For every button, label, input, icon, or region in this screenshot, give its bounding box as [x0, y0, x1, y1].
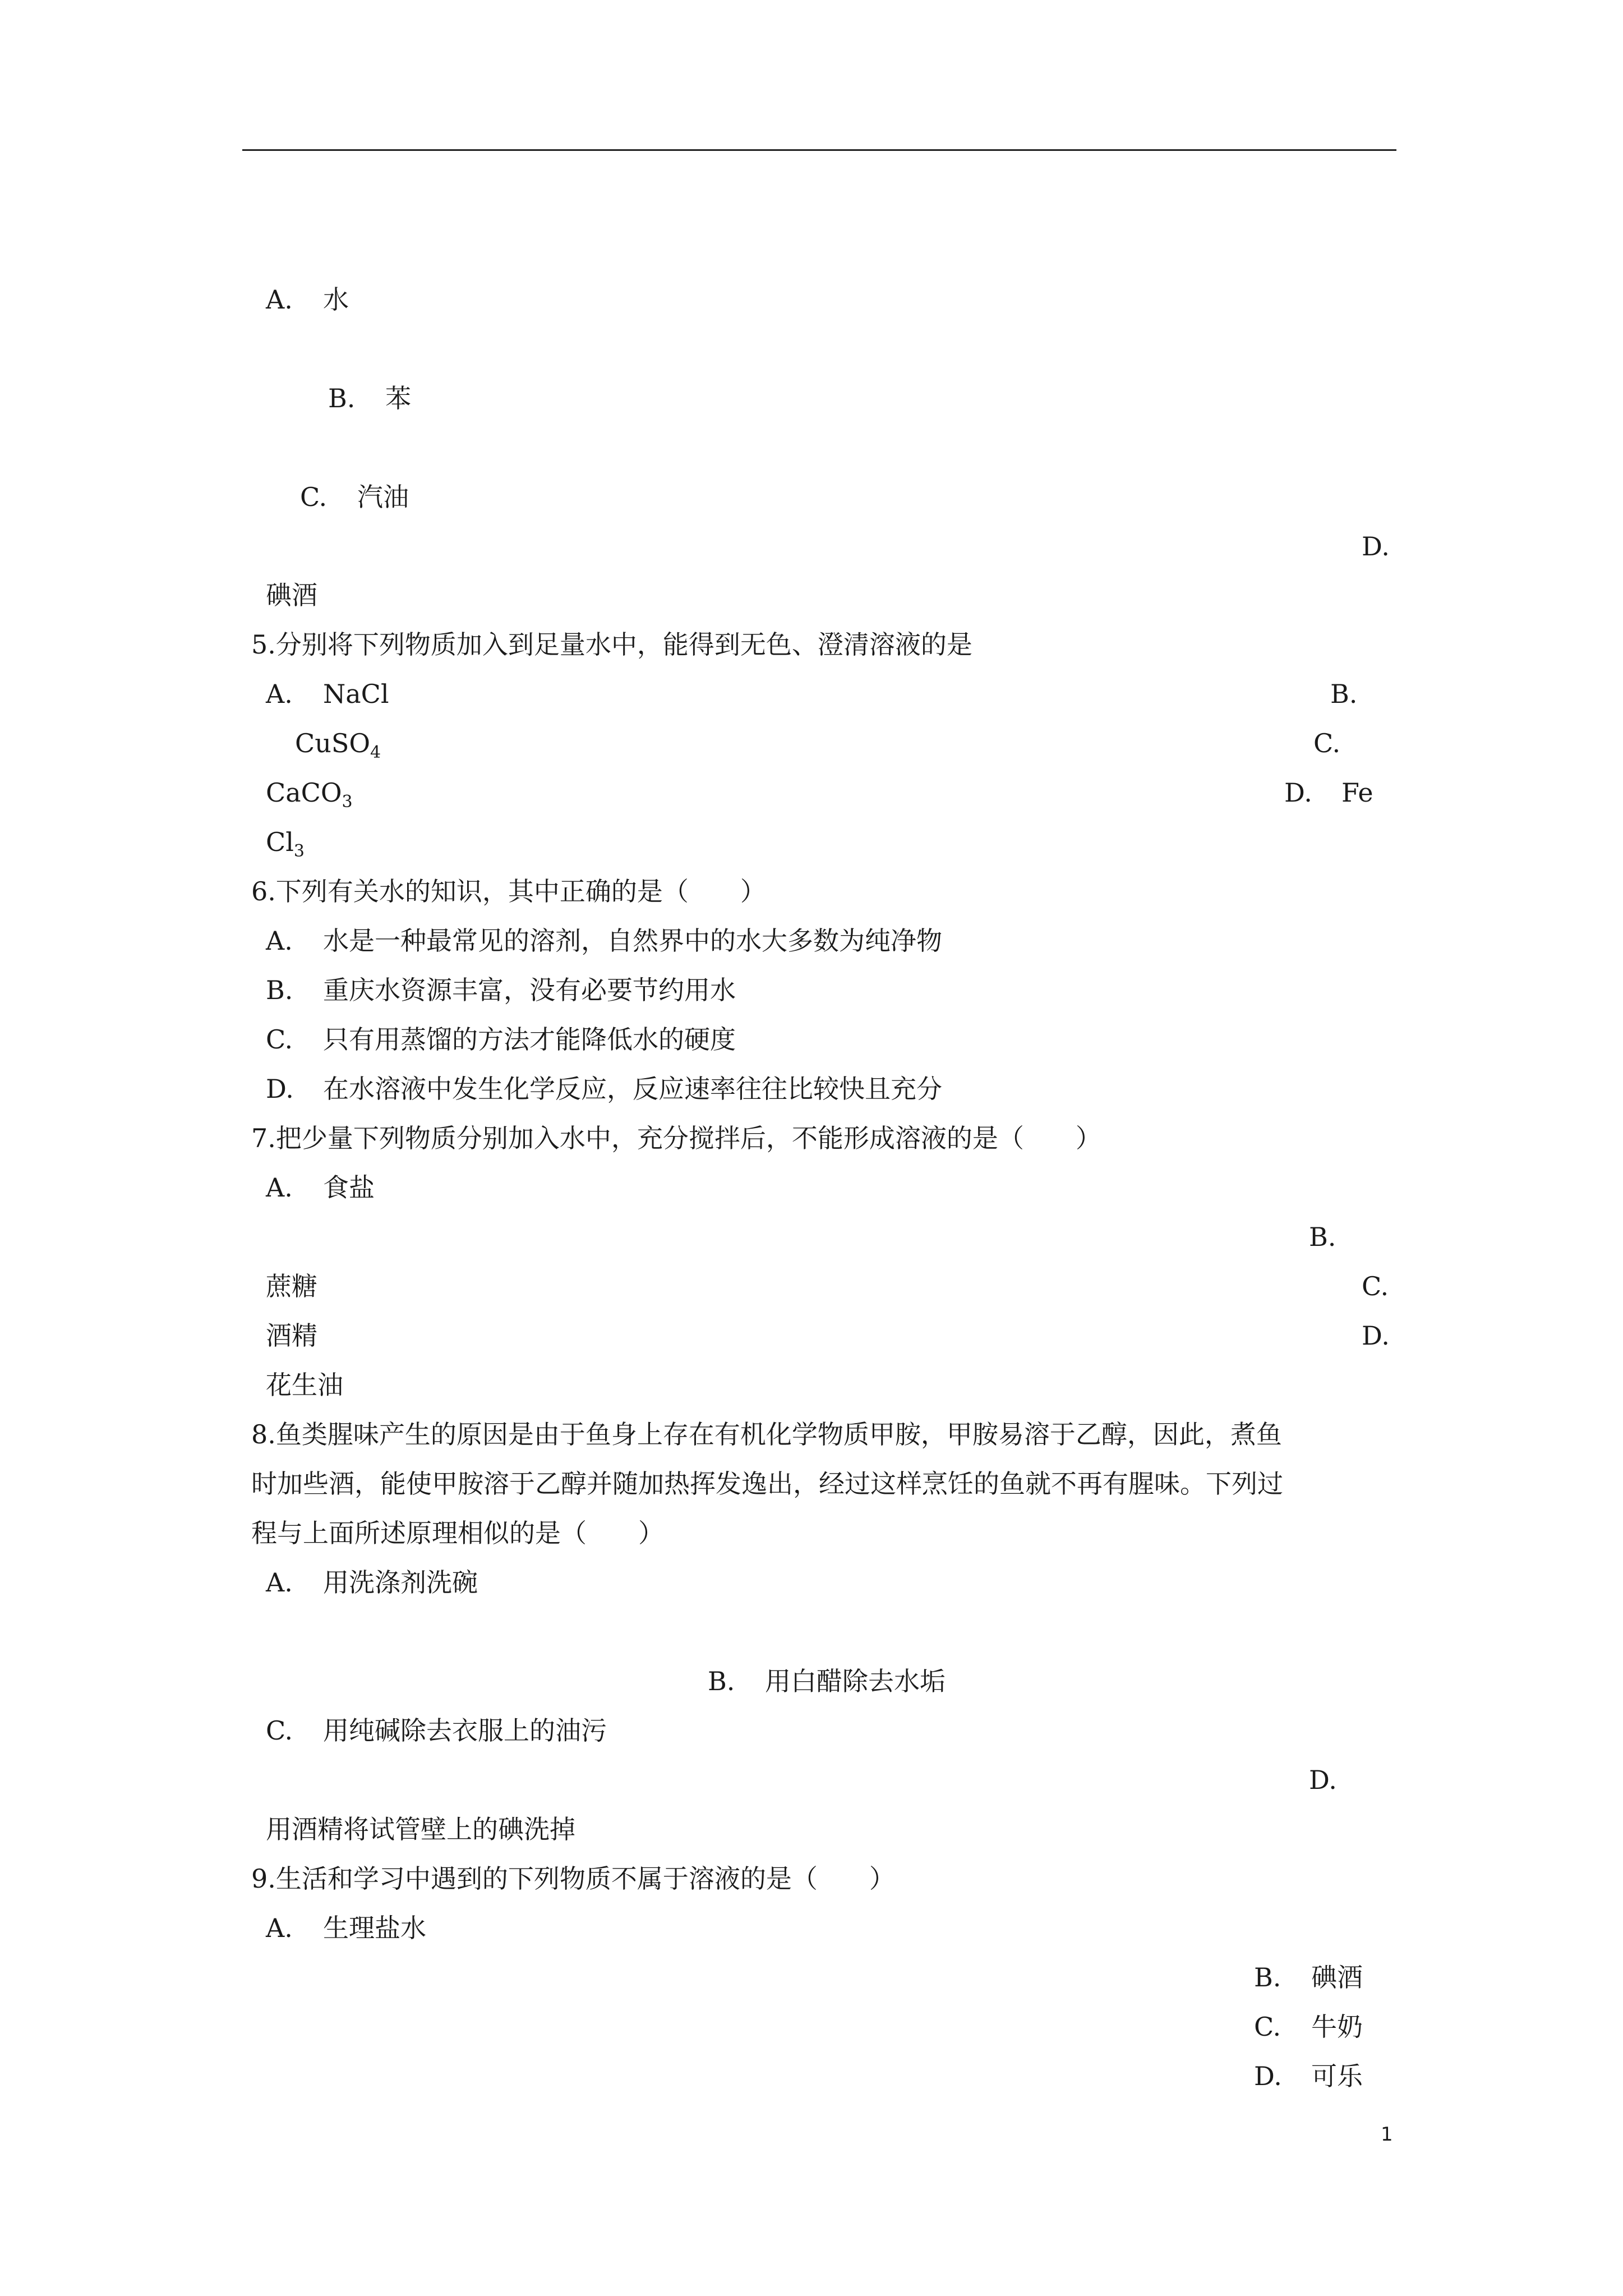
header-rule: [242, 149, 1396, 151]
q5-option-a: [266, 677, 389, 711]
q8-option-a-text: 用洗涤剂洗碗: [323, 1567, 478, 1598]
q4-option-c-text: 汽油: [357, 482, 409, 512]
q5-option-d-text-line1: Fe: [1341, 777, 1373, 808]
q8-option-b-text: 用白醋除去水垢: [765, 1666, 946, 1696]
q8-option-c: [266, 1714, 607, 1747]
q6-option-a: [266, 924, 942, 958]
q9-option-d: [1254, 2059, 1363, 2093]
q8-stem-line-1: 8.鱼类腥味产生的原因是由于鱼身上存在有机化学物质甲胺，甲胺易溶于乙醇，因此，煮鱼: [251, 1419, 1282, 1450]
q5-option-b-formula: CuSO: [295, 728, 371, 758]
q7-option-a: [266, 1171, 375, 1204]
q9-option-b-text: 碘酒: [1311, 1962, 1363, 1993]
q5-option-d-label: D.: [1284, 777, 1312, 808]
q6-option-b-text: 重庆水资源丰富，没有必要节约用水: [323, 975, 736, 1005]
q4-option-c-label: C.: [300, 482, 328, 512]
q4-option-b-text: 苯: [385, 383, 411, 413]
q6-option-a-text: 水是一种最常见的溶剂，自然界中的水大多数为纯净物: [323, 926, 942, 956]
q4-option-d-text: 碘酒: [266, 580, 317, 610]
q7-option-c-label: C.: [1362, 1271, 1389, 1301]
q8-option-b: [708, 1664, 946, 1698]
q6-option-c: [266, 1023, 736, 1056]
q6-option-a-label: A.: [266, 926, 293, 956]
q9-option-a-text: 生理盐水: [323, 1913, 426, 1943]
q7-option-c-text: 酒精: [266, 1320, 317, 1351]
q6-option-c-label: C.: [266, 1024, 293, 1055]
q4-option-b-label: B.: [328, 383, 356, 413]
q8-stem-line-2: 时加些酒，能使甲胺溶于乙醇并随加热挥发逸出，经过这样烹饪的鱼就不再有腥味。下列过: [251, 1469, 1283, 1499]
q7-option-d-text: 花生油: [266, 1370, 343, 1400]
q9-stem: 9.生活和学习中遇到的下列物质不属于溶液的是（ ）: [251, 1864, 895, 1894]
q6-option-d-text: 在水溶液中发生化学反应，反应速率往往比较快且充分: [323, 1074, 942, 1104]
q7-option-b-text: 蔗糖: [266, 1271, 317, 1301]
q5-option-c-formula: CaCO: [266, 777, 342, 808]
q9-option-a-label: A.: [266, 1913, 293, 1943]
q9-option-d-text: 可乐: [1311, 2061, 1363, 2091]
q6-option-b-label: B.: [266, 975, 293, 1005]
q9-option-b: [1254, 1961, 1363, 1994]
q5-option-c-label: C.: [1313, 728, 1341, 758]
q4-option-a: [266, 283, 349, 316]
q5-option-d-text-line2: [266, 825, 305, 868]
page-number: 1: [1381, 2123, 1393, 2146]
q4-option-d-label: D.: [1362, 531, 1390, 562]
q5-option-b-label: B.: [1330, 679, 1358, 709]
q9-option-c-label: C.: [1254, 2012, 1281, 2042]
q7-option-d-label: D.: [1362, 1320, 1390, 1351]
q8-option-a-label: A.: [266, 1567, 293, 1598]
q5-option-d-subscript: 3: [293, 841, 305, 861]
q9-option-b-label: B.: [1254, 1962, 1281, 1993]
q7-option-a-label: A.: [266, 1172, 293, 1203]
q7-option-b-label: B.: [1309, 1222, 1336, 1252]
q5-option-b-subscript: 4: [370, 743, 381, 762]
q5-stem: 5.分别将下列物质加入到足量水中，能得到无色、澄清溶液的是: [251, 629, 972, 660]
q5-option-a-label: A.: [266, 679, 293, 709]
q5-option-a-text: NaCl: [323, 679, 389, 709]
q9-option-c: [1254, 2010, 1363, 2044]
q5-option-b-text: [295, 726, 381, 770]
q8-option-a: [266, 1566, 478, 1599]
q8-option-c-text: 用纯碱除去衣服上的油污: [323, 1715, 607, 1746]
q6-stem: 6.下列有关水的知识，其中正确的是（ ）: [251, 876, 766, 907]
q6-option-d-label: D.: [266, 1074, 294, 1104]
q5-option-c-subscript: 3: [342, 792, 353, 812]
q6-option-c-text: 只有用蒸馏的方法才能降低水的硬度: [323, 1024, 736, 1055]
q6-option-d: [266, 1072, 942, 1106]
q4-option-a-text: 水: [323, 284, 349, 315]
q8-option-d-label: D.: [1309, 1765, 1337, 1795]
q8-option-b-label: B.: [708, 1666, 735, 1696]
q9-option-a: [266, 1911, 426, 1945]
q9-option-c-text: 牛奶: [1311, 2012, 1363, 2042]
q4-option-c: [300, 480, 409, 514]
q4-option-a-label: A.: [266, 284, 293, 315]
q5-option-d-formula: Cl: [266, 827, 294, 857]
q7-stem: 7.把少量下列物质分别加入水中，充分搅拌后，不能形成溶液的是（ ）: [251, 1123, 1101, 1153]
q5-option-c-text: [266, 776, 353, 819]
q8-option-c-label: C.: [266, 1715, 293, 1746]
q4-option-b: [328, 381, 411, 415]
q9-option-d-label: D.: [1254, 2061, 1282, 2091]
q8-stem-line-3: 程与上面所述原理相似的是（ ）: [251, 1518, 664, 1548]
q6-option-b: [266, 973, 736, 1007]
q8-option-d-text: 用酒精将试管壁上的碘洗掉: [266, 1814, 575, 1844]
q7-option-a-text: 食盐: [323, 1172, 375, 1203]
